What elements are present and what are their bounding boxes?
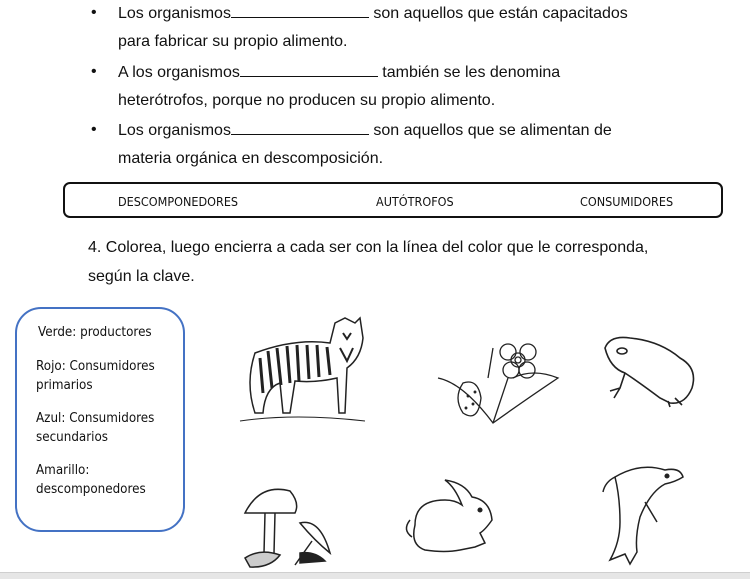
answer-blank-3[interactable] [231,120,369,135]
statement-prefix: Los organismos [118,122,231,139]
legend-amarillo-cont: descomponedores [36,482,146,497]
statement-2-continuation: heterótrofos, porque no producen su propio alimento. [118,92,496,109]
question-4-line-2: según la clave. [88,268,195,285]
dolphin-image[interactable] [595,462,687,567]
mushroom-image[interactable] [240,483,335,569]
legend-rojo-cont: primarios [36,378,93,393]
statement-suffix: también se les denomina [377,64,561,81]
bullet: • [91,121,97,138]
statement-3-continuation: materia orgánica en descomposición. [118,150,384,167]
word-consumidores: CONSUMIDORES [580,194,674,209]
word-descomponedores: DESCOMPONEDORES [118,194,239,209]
statement-suffix: son aquellos que se alimentan de [368,122,612,139]
legend-verde: Verde: productores [38,325,152,340]
statement-1 [118,3,628,24]
statement-1-continuation: para fabricar su propio alimento. [118,33,348,50]
color-key-box [15,307,185,532]
statement-3 [118,120,612,141]
word-bank [63,182,723,218]
bullet: • [91,4,97,21]
rabbit-image[interactable] [400,475,505,557]
strawberry-plant-image[interactable] [433,338,563,428]
legend-azul-cont: secundarios [36,430,109,445]
legend-azul: Azul: Consumidores [36,411,155,426]
frog-image[interactable] [600,333,705,408]
word-autotrofos: AUTÓTROFOS [376,194,454,209]
statement-prefix: Los organismos [118,5,231,22]
tiger-image[interactable] [235,313,370,435]
legend-amarillo: Amarillo: [36,463,90,478]
bullet: • [91,63,97,80]
statement-prefix: A los organismos [118,64,240,81]
legend-rojo: Rojo: Consumidores [36,359,155,374]
statement-suffix: son aquellos que están capacitados [368,5,628,22]
question-4-line-1: 4. Colorea, luego encierra a cada ser con la línea del color que le corresponda, [88,239,649,256]
answer-blank-2[interactable] [240,62,378,77]
statement-2 [118,62,560,83]
answer-blank-1[interactable] [231,3,369,18]
